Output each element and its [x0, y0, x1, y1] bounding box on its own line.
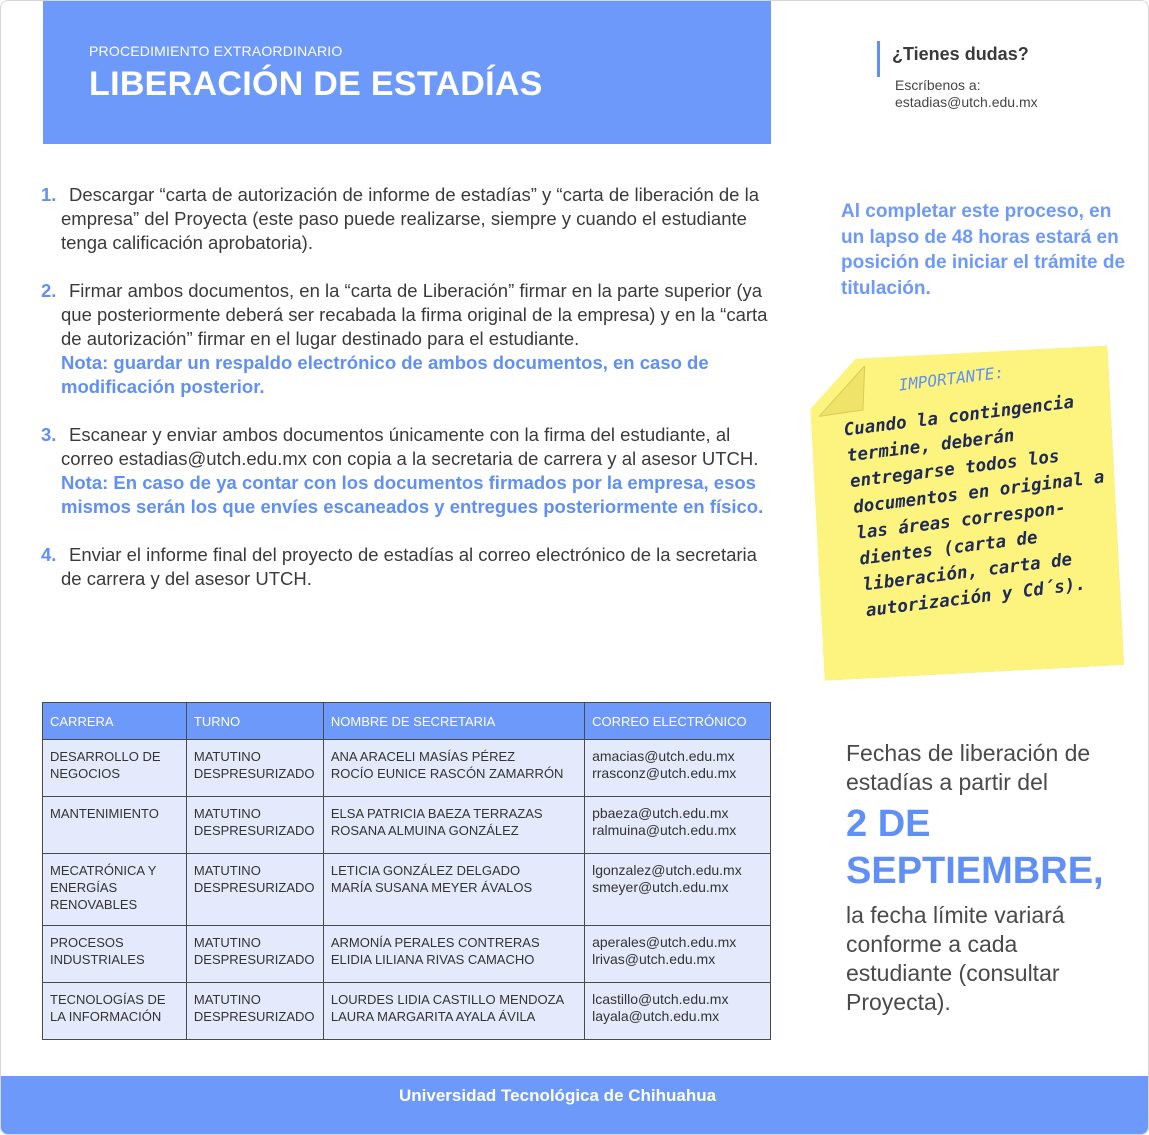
cell-correo [585, 740, 771, 797]
cell-carrera: MECATRÓNICA Y ENERGÍAS RENOVABLES [43, 854, 187, 926]
cell-turno: MATUTINO DESPRESURIZADO [186, 983, 323, 1040]
table-row [43, 854, 771, 926]
cell-correo [585, 926, 771, 983]
cell-correo [585, 983, 771, 1040]
secretary-name: LETICIA GONZÁLEZ DELGADO [330, 863, 521, 878]
contact-box [877, 41, 1038, 110]
secretaries-table [42, 702, 771, 1040]
sticky-heading: IMPORTANTE: [897, 362, 1006, 395]
email-link[interactable]: smeyer@utch.edu.mx [592, 879, 729, 895]
contact-label: Escríbenos a: [895, 77, 981, 93]
cell-turno: MATUTINO DESPRESURIZADO [186, 854, 323, 926]
cell-carrera: TECNOLOGÍAS DE LA INFORMACIÓN [43, 983, 187, 1040]
completion-message: Al completar este proceso, en un lapso de 48 horas estará en posición de iniciar el trámite de titulación. [841, 201, 1126, 299]
table-row [43, 740, 771, 797]
email-link[interactable]: lrivas@utch.edu.mx [592, 951, 716, 967]
table-row [43, 983, 771, 1040]
cell-correo [585, 797, 771, 854]
step-item [41, 423, 771, 519]
step-number: 4. [41, 544, 57, 565]
email-link[interactable]: amacias@utch.edu.mx [592, 748, 735, 764]
email-link[interactable]: aperales@utch.edu.mx [592, 934, 737, 950]
header-kicker: PROCEDIMIENTO EXTRAORDINARIO [89, 43, 343, 59]
cell-turno: MATUTINO DESPRESURIZADO [186, 740, 323, 797]
step-note: Nota: guardar un respaldo electrónico de ambos documentos, en caso de modificación posterior. [61, 352, 709, 397]
column-header-turno: TURNO [186, 703, 323, 740]
step-note: Nota: En caso de ya contar con los documentos firmados por la empresa, esos mismos serán los que envíes escaneados y entregues posteriormente en físico. [61, 472, 764, 517]
secretary-name: ELSA PATRICIA BAEZA TERRAZAS [330, 806, 543, 821]
secretary-name: ROCÍO EUNICE RASCÓN ZAMARRÓN [330, 766, 564, 781]
step-item [41, 279, 771, 399]
header-banner [43, 1, 771, 144]
email-link[interactable]: rrasconz@utch.edu.mx [592, 765, 737, 781]
step-number: 2. [41, 280, 57, 301]
secretary-name: LAURA MARGARITA AYALA ÁVILA [330, 1009, 536, 1024]
secretary-name: ANA ARACELI MASÍAS PÉREZ [330, 749, 516, 764]
steps-list [41, 183, 771, 615]
sticky-note [816, 353, 1126, 683]
step-number: 3. [41, 424, 57, 445]
table-row [43, 926, 771, 983]
contact-email-link[interactable]: estadias@utch.edu.mx [895, 94, 1038, 110]
university-name: Universidad Tecnológica de Chihuahua [399, 1086, 717, 1105]
cell-carrera: MANTENIMIENTO [43, 797, 187, 854]
dates-intro: Fechas de liberación de estadías a partir del [846, 740, 1091, 795]
cell-nombre [323, 854, 584, 926]
dates-info [846, 739, 1126, 1017]
step-item [41, 183, 771, 255]
step-number: 1. [41, 184, 57, 205]
sticky-text [838, 350, 1136, 624]
email-link[interactable]: ralmuina@utch.edu.mx [592, 822, 737, 838]
column-header-nombre: NOMBRE DE SECRETARIA [323, 703, 584, 740]
secretary-name: ARMONÍA PERALES CONTRERAS [330, 935, 540, 950]
dates-outro: la fecha límite variará conforme a cada estudiante (consultar Proyecta). [846, 902, 1065, 1015]
cell-nombre [323, 797, 584, 854]
table-header-row [43, 703, 771, 740]
column-header-correo: CORREO ELECTRÓNICO [585, 703, 771, 740]
email-link[interactable]: lcastillo@utch.edu.mx [592, 991, 729, 1007]
email-link[interactable]: pbaeza@utch.edu.mx [592, 805, 729, 821]
cell-carrera: DESARROLLO DE NEGOCIOS [43, 740, 187, 797]
cell-turno: MATUTINO DESPRESURIZADO [186, 797, 323, 854]
step-text: Descargar “carta de autorización de informe de estadías” y “carta de liberación de la empresa” del Proyecta (este paso puede realizarse, siempre y cuando el estudiante tenga calificación aprobatoria). [61, 184, 759, 253]
cell-nombre [323, 983, 584, 1040]
step-text: Firmar ambos documentos, en la “carta de Liberación” firmar en la parte superior (ya que posteriormente deberá ser recabada la firma original de la empresa) y en la “carta de autorización” firmar en el lugar destinado para el estudiante. [61, 280, 768, 349]
step-item [41, 543, 771, 591]
cell-correo [585, 854, 771, 926]
secretary-name: LOURDES LIDIA CASTILLO MENDOZA [330, 992, 565, 1007]
table-row [43, 797, 771, 854]
step-text: Enviar el informe final del proyecto de estadías al correo electrónico de la secretaria de carrera y del asesor UTCH. [61, 544, 757, 589]
cell-nombre [323, 740, 584, 797]
page-title: LIBERACIÓN DE ESTADÍAS [89, 65, 543, 103]
column-header-carrera: CARRERA [43, 703, 187, 740]
footer-bar [1, 1076, 1149, 1134]
email-link[interactable]: layala@utch.edu.mx [592, 1008, 720, 1024]
email-link[interactable]: lgonzalez@utch.edu.mx [592, 862, 742, 878]
secretary-name: ELIDIA LILIANA RIVAS CAMACHO [330, 952, 535, 967]
secretary-name: ROSANA ALMUINA GONZÁLEZ [330, 823, 519, 838]
step-text: Escanear y enviar ambos documentos únicamente con la firma del estudiante, al correo estadias@utch.edu.mx con copia a la secretaria de carrera y al asesor UTCH. [61, 424, 759, 469]
cell-nombre [323, 926, 584, 983]
secretary-name: MARÍA SUSANA MEYER ÁVALOS [330, 880, 533, 895]
cell-carrera: PROCESOS INDUSTRIALES [43, 926, 187, 983]
cell-turno: MATUTINO DESPRESURIZADO [186, 926, 323, 983]
dates-highlight: 2 DE SEPTIEMBRE, [846, 803, 1104, 892]
sticky-body: Cuando la contingencia termine, deberán entregarse todos los documentos en original a las áreas correspon-dientes (carta de liberación, carta de autorización y Cd´s). [842, 392, 1106, 622]
contact-question: ¿Tienes dudas? [892, 44, 1029, 64]
